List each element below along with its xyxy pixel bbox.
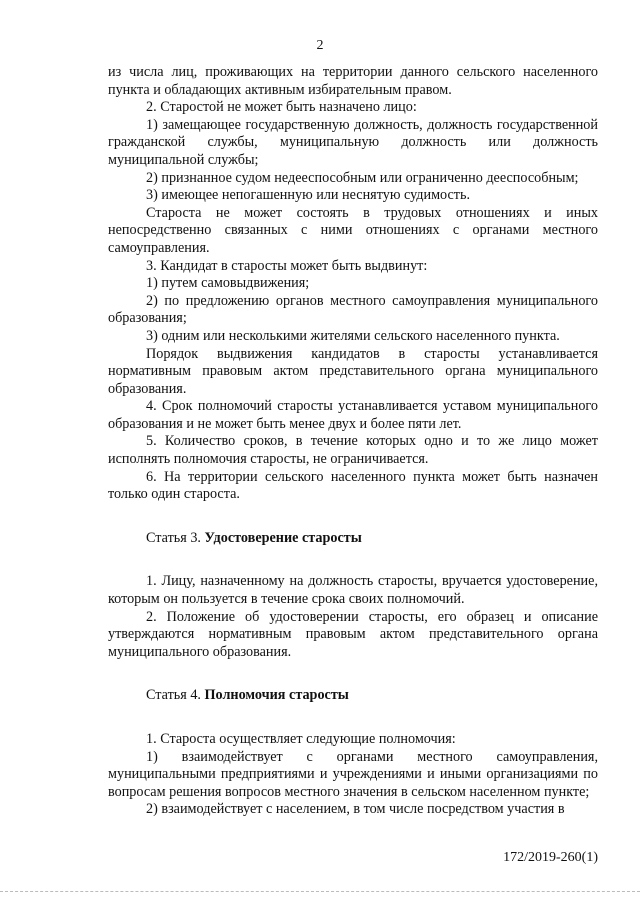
paragraph: 2. Старостой не может быть назначено лицо:: [146, 99, 417, 116]
paragraph: 1) взаимодействует с органами местного самоуправления, муниципальными предприятиями и учреждениями и иными организациями по вопросам решения вопросов местного значения в сельском населенном пункте;: [108, 748, 598, 800]
paragraph: 3. Кандидат в старосты может быть выдвинут:: [146, 257, 428, 274]
paragraph: 1) путем самовыдвижения;: [146, 275, 310, 292]
paragraph: из числа лиц, проживающих на территории данного сельского населенного пункта и обладающих активным избирательным правом.: [108, 64, 598, 98]
page-number: 2: [316, 38, 324, 53]
article-3-title: Удостоверение старосты: [204, 529, 362, 546]
paragraph: 1) замещающее государственную должность, должность государственной гражданской службы, муниципальную должность или должность муниципальной службы;: [108, 116, 598, 168]
paragraph: 5. Количество сроков, в течение которых одно и то же лицо может исполнять полномочия старосты, не ограничивается.: [108, 433, 598, 468]
article-3-heading: [108, 530, 598, 548]
scan-edge-line: [0, 891, 640, 892]
spacer: [108, 705, 598, 731]
paragraph: 2) взаимодействует с населением, в том числе посредством участия в: [146, 801, 565, 818]
paragraph: 1. Староста осуществляет следующие полномочия:: [146, 731, 456, 747]
article-4-heading: [108, 687, 598, 705]
paragraph: 1. Лицу, назначенному на должность старосты, вручается удостоверение, которым он пользуется в течение срока своих полномочий.: [108, 573, 598, 608]
spacer: [108, 661, 598, 687]
paragraph: Порядок выдвижения кандидатов в старосты устанавливается нормативным правовым актом представительного органа муниципального образования.: [108, 345, 598, 397]
spacer: [108, 504, 598, 530]
paragraph: 2) признанное судом недееспособным или ограниченно дееспособным;: [146, 169, 579, 186]
article-4-title: Полномочия старосты: [204, 687, 349, 704]
paragraph: 4. Срок полномочий старосты устанавливается уставом муниципального образования и не может быть менее двух и более пяти лет.: [108, 398, 598, 432]
paragraph: 3) одним или несколькими жителями сельского населенного пункта.: [146, 327, 560, 344]
document-body: [108, 64, 598, 819]
paragraph: Староста не может состоять в трудовых отношениях и иных непосредственно связанных с ними отношениях с органами местного самоуправления.: [108, 204, 598, 256]
spacer: [108, 547, 598, 573]
article-4-prefix: Статья 4.: [146, 687, 205, 704]
article-3-prefix: Статья 3.: [146, 529, 205, 546]
paragraph: 2. Положение об удостоверении старосты, его образец и описание утверждаются нормативным правовым актом представительного органа муниципального образования.: [108, 608, 598, 660]
paragraph: 6. На территории сельского населенного пункта может быть назначен только один староста.: [108, 468, 598, 503]
paragraph: 2) по предложению органов местного самоуправления муниципального образования;: [108, 292, 598, 327]
document-code: 172/2019-260(1): [503, 850, 598, 865]
paragraph: 3) имеющее непогашенную или неснятую судимость.: [146, 187, 471, 204]
